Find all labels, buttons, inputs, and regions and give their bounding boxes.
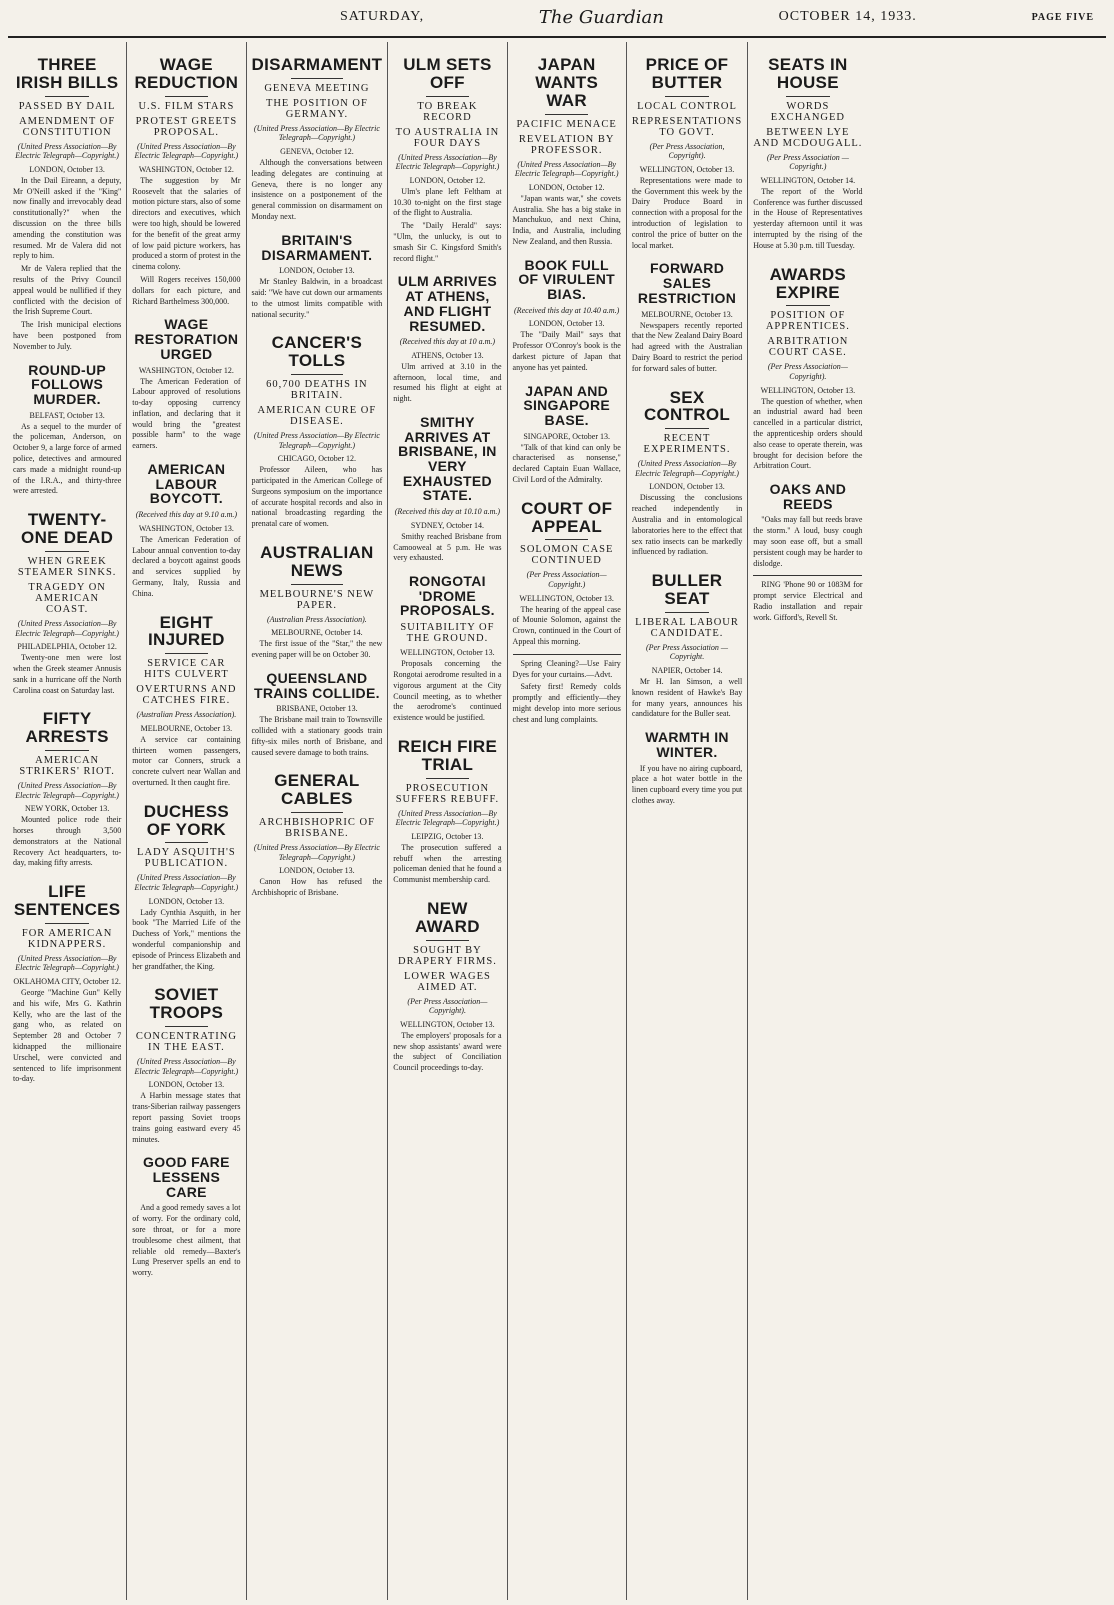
article-subheading: PROSECUTION SUFFERS REBUFF. <box>395 782 500 805</box>
article-paragraph: The Irish municipal elections have been postponed from November to July. <box>13 320 122 351</box>
masthead-page-number: PAGE FIVE <box>1031 11 1094 23</box>
article-paragraph: RING 'Phone 90 or 1083M for prompt service Electrical and Radio installation and repair work. Gifford's, Revell St. <box>753 580 863 622</box>
article <box>393 56 501 264</box>
article <box>393 900 501 1074</box>
article-headline: FIFTY ARRESTS <box>25 709 109 747</box>
article <box>632 56 742 251</box>
article <box>13 363 121 498</box>
article-body <box>132 176 240 308</box>
article <box>132 317 240 452</box>
article-body <box>632 176 742 252</box>
article-paragraph: Ulm arrived at 3.10 in the afternoon, local time, and resumed his flight at eight at night. <box>393 361 502 404</box>
article-headline: WAGE RESTORATION URGED <box>134 316 239 362</box>
headline-rule <box>665 428 709 429</box>
article-headline: TWENTY-ONE DEAD <box>21 510 114 548</box>
article <box>13 710 121 869</box>
column-6 <box>627 42 748 1600</box>
headline-rule <box>291 374 343 375</box>
article <box>132 462 240 599</box>
column-7 <box>748 42 867 1600</box>
headline-rule <box>665 612 709 613</box>
headline-rule <box>45 923 88 924</box>
article-paragraph: Mr H. Ian Simson, a well known resident of Hawke's Bay for many years, announces his candidature for the Buller seat. <box>631 677 743 719</box>
article-subheading: AMERICAN STRIKERS' RIOT. <box>19 755 115 778</box>
article-source-credit: (United Press Association—By Electric Telegraph—Copyright.) <box>253 123 380 143</box>
article <box>132 803 240 973</box>
article-source-credit: (United Press Association—By Electric Telegraph—Copyright.) <box>15 618 119 638</box>
article-source-credit: (United Press Association—By Electric Telegraph—Copyright.) <box>253 843 380 862</box>
article-body <box>753 580 862 623</box>
article <box>753 56 862 252</box>
article-subheading: RECENT EXPERIMENTS. <box>643 433 731 456</box>
article-body <box>753 397 862 473</box>
article-headline: CANCER'S TOLLS <box>271 333 363 371</box>
article-body <box>393 659 501 724</box>
article-paragraph: In the Dail Eireann, a deputy, Mr O'Neill asked if the "King" now finally and irrevocably dead constitutionally?" when the discussion on the three bills amending the constitution was resumed. Mr de Valera did not reply to him. <box>13 175 122 261</box>
headline-rule <box>165 653 208 654</box>
article-dateline: CHICAGO, October 12. <box>277 454 356 464</box>
article-dateline: LONDON, October 13. <box>29 164 105 174</box>
article-dateline: WELLINGTON, October 13. <box>400 648 495 658</box>
article-headline: BULLER SEAT <box>651 571 723 608</box>
article-dateline: MELBOURNE, October 13. <box>140 723 233 733</box>
article <box>753 575 862 623</box>
article-body <box>13 988 121 1085</box>
article-paragraph: Lady Cynthia Asquith, in her book "The Married Life of the Duchess of York," mentions the wonderful companionship and episode of Princess Elizabeth and her grandfather, the King. <box>132 907 241 971</box>
article-paragraph: Mounted police rode their horses through 3,500 demonstrators at the National Recovery Act headquarters, to-day, making fifty arrests. <box>13 815 122 868</box>
article-subheading: ARBITRATION COURT CASE. <box>767 336 849 359</box>
article-headline: AUSTRALIAN NEWS <box>260 543 374 580</box>
article-body <box>13 422 121 498</box>
article-source-credit: (United Press Association—By Electric Telegraph—Copyright.) <box>15 953 119 973</box>
article-body <box>393 187 501 265</box>
article-dateline: MELBOURNE, October 14. <box>271 628 363 638</box>
article <box>393 574 501 724</box>
article-paragraph: Ulm's plane left Feltham at 10.30 to-night on the first stage of the flight to Australia. <box>393 186 502 218</box>
headline-rule <box>786 305 830 306</box>
article-subheading: REVELATION BY PROFESSOR. <box>518 133 615 156</box>
article-headline: THREE IRISH BILLS <box>15 55 119 92</box>
article <box>13 883 121 1085</box>
article-subheading: U.S. FILM STARS <box>138 100 235 112</box>
article-subheading: SOUGHT BY DRAPERY FIRMS. <box>398 944 497 967</box>
article-headline: DISARMAMENT <box>251 55 383 74</box>
article-paragraph: Safety first! Remedy colds promptly and efficiently—they might develop into more serious chest and lung complaints. <box>512 682 621 724</box>
article-subheading: PACIFIC MENACE <box>516 118 617 130</box>
article-dateline: ATHENS, October 13. <box>411 350 484 360</box>
article <box>252 233 383 321</box>
article-paragraph: The suggestion by Mr Roosevelt that the salaries of motion picture stars, also of some directors and executives, which were too high, should be lowered for the benefit of the great army of low paid picture workers, has produced a storm of protest in the cinema colony. <box>132 175 241 272</box>
article-subheading: TO BREAK RECORD <box>417 100 478 123</box>
article-paragraph: Discussing the conclusions reached independently in Australia and in entomological laboratories here to the effect that sex ratio insects can be markedly influenced by radiation. <box>631 493 743 557</box>
headline-rule <box>45 750 88 751</box>
headline-rule <box>165 842 208 843</box>
headline-rule <box>165 1026 208 1027</box>
article <box>13 56 121 353</box>
article-body <box>13 815 121 869</box>
column-3 <box>247 42 389 1600</box>
article-headline: ULM SETS OFF <box>403 55 492 92</box>
article-dateline: BELFAST, October 13. <box>29 410 105 420</box>
masthead-date: OCTOBER 14, 1933. <box>778 9 917 24</box>
article-subheading: AMERICAN CURE OF DISEASE. <box>257 405 377 428</box>
headline-rule <box>545 539 588 540</box>
article-headline: SMITHY ARRIVES AT BRISBANE, IN VERY EXHAUSTED STATE. <box>398 413 497 504</box>
article-body <box>13 176 121 353</box>
article-paragraph: "Oaks may fall but reeds brave the storm." A loud, busy cough may soon ease off, but a small persistent cough may be harder to dislodge. <box>753 515 863 568</box>
article-subheading: POSITION OF APPRENTICES. <box>765 310 850 333</box>
article-body <box>132 735 240 789</box>
article-dateline: WELLINGTON, October 14. <box>760 175 856 185</box>
article-body <box>632 677 742 720</box>
article-paragraph: If you have no airing cupboard, place a hot water bottle in the linen cupboard every time you put clothes away. <box>631 763 743 805</box>
article-dateline: LONDON, October 13. <box>528 319 605 329</box>
article-dateline: NAPIER, October 14. <box>651 666 723 676</box>
article-subheading: 60,700 DEATHS IN BRITAIN. <box>266 379 368 402</box>
article-subheading: LOCAL CONTROL <box>637 100 737 112</box>
article-paragraph: Although the conversations between leading delegates are continuing at Geneva, there is no longer any insistence on a postponement of the general commission on disarmament on Monday next. <box>251 158 383 222</box>
article-headline: COURT OF APPEAL <box>521 498 613 536</box>
article-body <box>252 465 383 530</box>
article-headline: LIFE SENTENCES <box>13 882 121 920</box>
article-dateline: SYDNEY, October 14. <box>410 520 485 530</box>
article-subheading: FOR AMERICAN KIDNAPPERS. <box>21 927 113 950</box>
masthead-title: The Guardian <box>538 6 664 28</box>
article-source-credit: (Per Press Association—Copyright). <box>407 996 488 1016</box>
article-source-credit: (United Press Association—By Electric Telegraph—Copyright.) <box>134 141 239 161</box>
article-headline: GENERAL CABLES <box>274 771 360 809</box>
article-headline: BOOK FULL OF VIRULENT BIAS. <box>518 256 615 303</box>
headline-rule <box>291 584 343 585</box>
article-body <box>513 194 621 248</box>
article-subheading: TO AUSTRALIA IN FOUR DAYS <box>395 126 500 149</box>
article <box>632 261 742 374</box>
article-source-credit: (Received this day at 10 a.m.) <box>399 337 496 347</box>
article-body <box>132 535 240 600</box>
article-source-credit: (Per Press Association—Copyright). <box>767 362 848 381</box>
article-dateline: MELBOURNE, October 13. <box>641 309 733 319</box>
article-subheading: LADY ASQUITH'S PUBLICATION. <box>137 847 236 870</box>
article-dateline: OKLAHOMA CITY, October 12. <box>13 977 121 987</box>
headline-rule <box>45 551 88 552</box>
article-paragraph: And a good remedy saves a lot of worry. For the ordinary cold, sore throat, or for a more troublesome chest ailment, that reliable old remedy—Baxter's Lung Preserver spells an end to worry. <box>132 1203 241 1278</box>
article <box>513 500 621 648</box>
article-paragraph: As a sequel to the murder of the policeman, Anderson, on October 9, a large force of armed police, detectives and armoured cars made a midnight round-up of the I.R.A., and thirty-three were arrested. <box>13 421 122 496</box>
article-headline: QUEENSLAND TRAINS COLLIDE. <box>253 669 380 701</box>
article-headline: JAPAN WANTS WAR <box>535 55 599 110</box>
article <box>513 384 621 486</box>
article-paragraph: The question of whether, when an industrial award had been cancelled in a particular district, the apprenticeship orders should also cease to operate therein, was brought for decision before the Arbitration Court. <box>753 396 863 471</box>
article-paragraph: Representations were made to the Government this week by the Dairy Produce Board in connection with a proposal for the introduction of legislation to control the price of butter on the local market. <box>631 175 743 250</box>
article-paragraph: Will Rogers receives 150,000 dollars for each picture, and Richard Barthelmess 300,000. <box>132 275 241 306</box>
article <box>132 986 240 1145</box>
article-subheading: SOLOMON CASE CONTINUED <box>519 544 614 567</box>
article-subheading: SUITABILITY OF THE GROUND. <box>400 622 495 645</box>
article-subheading: GENEVA MEETING <box>264 82 370 94</box>
article <box>252 544 383 661</box>
article-body <box>513 605 621 648</box>
article-dateline: LONDON, October 13. <box>279 266 355 276</box>
article-source-credit: (Per Press Association — Copyright. <box>646 642 729 662</box>
article-paragraph: Canon How has refused the Archbishopric of Brisbane. <box>251 877 383 898</box>
article <box>13 511 121 696</box>
article-headline: EIGHT INJURED <box>148 612 225 650</box>
article-dateline: WELLINGTON, October 13. <box>639 164 735 174</box>
article-headline: OAKS AND REEDS <box>769 481 847 512</box>
article-body <box>753 187 862 252</box>
article-headline: SOVIET TROOPS <box>149 985 224 1023</box>
article-body <box>132 377 240 453</box>
article-body <box>393 1031 501 1074</box>
article <box>632 389 742 559</box>
article-source-credit: (Australian Press Association). <box>267 614 367 624</box>
article-headline: GOOD FARE LESSENS CARE <box>143 1154 230 1200</box>
article-headline: SEATS IN HOUSE <box>768 55 848 92</box>
article-source-credit: (Per Press Association, Copyright). <box>649 141 725 161</box>
article-subheading: OVERTURNS AND CATCHES FIRE. <box>136 684 237 707</box>
article-paragraph: The employers' proposals for a new shop assistants' award were the subject of Conciliation Council proceedings to-day. <box>393 1030 502 1073</box>
article-paragraph: The report of the World Conference was further discussed in the House of Representatives yesterday afternoon until it was interrupted by the rising of the House at 5.30 p.m. till Tuesday. <box>753 186 863 250</box>
article-subheading: WORDS EXCHANGED <box>770 100 846 123</box>
article-body <box>132 1091 240 1145</box>
article-subheading: LOWER WAGES AIMED AT. <box>403 970 491 993</box>
article-body <box>632 321 742 375</box>
article-subheading: ARCHBISHOPRIC OF BRISBANE. <box>258 817 375 840</box>
article-body <box>632 493 742 558</box>
headline-rule <box>291 78 343 79</box>
article-paragraph: The "Daily Mail" says that Professor O'Conroy's book is the darkest picture of Japan that anyone has yet painted. <box>512 330 621 372</box>
column-5 <box>508 42 627 1600</box>
article <box>252 772 383 898</box>
article-dateline: LONDON, October 12. <box>528 182 605 192</box>
article-subheading: SERVICE CAR HITS CULVERT <box>143 658 229 681</box>
article-subheading: LIBERAL LABOUR CANDIDATE. <box>635 616 739 639</box>
article-paragraph: "Japan wants war," she covets Australia. She has a big stake in Manchukuo, and next China, India, and Australia, including New Zealand, and then Russia. <box>512 193 621 246</box>
article-dateline: PHILADELPHIA, October 12. <box>17 642 117 652</box>
headline-rule <box>426 96 469 97</box>
article-subheading: PROTEST GREETS PROPOSAL. <box>135 115 238 138</box>
headline-rule <box>165 96 208 97</box>
article-dateline: WASHINGTON, October 13. <box>138 523 234 533</box>
headline-rule <box>291 812 343 813</box>
article-source-credit: (Received this day at 9.10 a.m.) <box>135 510 238 520</box>
article-paragraph: The "Daily Herald" says: "Ulm, the unlucky, is out to smash Sir C. Kingsford Smith's record flight." <box>393 221 502 263</box>
article <box>252 334 383 530</box>
article-dateline: WASHINGTON, October 12. <box>138 365 234 375</box>
masthead-rule <box>8 36 1106 38</box>
article-source-credit: (Received this day at 10.40 a.m.) <box>514 305 620 315</box>
article-headline: NEW AWARD <box>415 899 480 936</box>
article <box>252 671 383 759</box>
article-headline: ULM ARRIVES AT ATHENS, AND FLIGHT RESUMED. <box>397 273 498 334</box>
article-headline: ROUND-UP FOLLOWS MURDER. <box>28 361 107 407</box>
headline-rule <box>545 114 588 115</box>
article-source-credit: (Per Press Association — Copyright.) <box>766 152 849 172</box>
headline-rule <box>45 96 88 97</box>
article-source-credit: (United Press Association—By Electric Telegraph—Copyright.) <box>15 781 119 800</box>
article <box>132 56 240 307</box>
article-paragraph: Mr Stanley Baldwin, in a broadcast said: "We have cut down our armaments to the utmost limits compatible with national security." <box>251 277 383 319</box>
article-paragraph: Proposals concerning the Rongotai aerodrome resulted in a vigorous argument at the City Council meeting, as to whether the aerodrome's continued existence would be justified. <box>393 659 502 723</box>
article-paragraph: Newspapers recently reported that the New Zealand Dairy Board had agreed with the Australian Dairy Board to restrict the period for forward sales of butter. <box>631 320 743 373</box>
article-dateline: LONDON, October 13. <box>148 1080 225 1090</box>
article-dateline: WASHINGTON, October 12. <box>138 164 234 174</box>
article-headline: RONGOTAI 'DROME PROPOSALS. <box>400 573 495 619</box>
article-body <box>252 715 383 758</box>
article-paragraph: "Talk of that kind can only be characterised as nonsense," declared Captain Euan Wallace, Civil Lord of the Admiralty. <box>512 442 621 484</box>
article <box>753 266 862 472</box>
article <box>513 258 621 374</box>
article-body <box>393 362 501 405</box>
article <box>632 572 742 720</box>
article-body <box>513 443 621 486</box>
article-paragraph: The first issue of the "Star," the new evening paper will be on October 30. <box>251 639 383 660</box>
article-subheading: REPRESENTATIONS TO GOVT. <box>631 115 743 138</box>
article-body <box>513 659 621 726</box>
article-subheading: MELBOURNE'S NEW PAPER. <box>259 588 375 611</box>
article-headline: WAGE REDUCTION <box>134 55 239 92</box>
article-paragraph: The prosecution suffered a rebuff when the arresting policeman denied that he found a Communist membership card. <box>393 842 502 885</box>
column-2 <box>127 42 246 1600</box>
article-body <box>393 532 501 564</box>
masthead-day: SATURDAY, <box>340 9 425 24</box>
article <box>393 274 501 405</box>
article-paragraph: The Brisbane mail train to Townsville collided with a stationary goods train fifty-six miles north of Brisbane, and caused severe damage to both trains. <box>251 715 383 757</box>
article-headline: DUCHESS OF YORK <box>143 801 229 839</box>
article-source-credit: (United Press Association—By Electric Telegraph—Copyright.) <box>253 431 380 450</box>
article-subheading: WHEN GREEK STEAMER SINKS. <box>17 555 117 578</box>
article <box>393 738 501 886</box>
article-source-credit: (Australian Press Association). <box>136 710 237 720</box>
article-headline: SEX CONTROL <box>643 387 731 425</box>
article-paragraph: The American Federation of Labour annual convention to-day declared a boycott against goods and services supplied by Germany, Italy, Russia and China. <box>132 534 241 598</box>
column-1 <box>8 42 127 1600</box>
article-source-credit: (United Press Association—By Electric Telegraph—Copyright.) <box>134 873 239 893</box>
article-paragraph: A service car containing thirteen women passengers, motor car Conners, struck a concrete culvert near Wallan and overturned. It then caught fire. <box>132 734 241 787</box>
article-source-credit: (United Press Association—By Electric Telegraph—Copyright.) <box>395 808 500 828</box>
article <box>393 415 501 564</box>
article-dateline: LONDON, October 13. <box>148 896 225 906</box>
article <box>753 482 862 569</box>
article-dateline: GENEVA, October 12. <box>280 147 354 157</box>
article-subheading: THE POSITION OF GERMANY. <box>265 97 368 120</box>
article-body <box>132 1203 240 1279</box>
article-subheading: BETWEEN LYE AND MCDOUGALL. <box>753 126 863 149</box>
masthead <box>0 0 1114 34</box>
article-source-credit: (United Press Association—By Electric Telegraph—Copyright.) <box>635 459 739 478</box>
article-dateline: LEIPZIG, October 13. <box>411 831 484 841</box>
article-body <box>252 639 383 661</box>
article-dateline: NEW YORK, October 13. <box>25 804 110 814</box>
article-body <box>393 843 501 886</box>
article-source-credit: (United Press Association—By Electric Telegraph—Copyright.) <box>395 152 500 172</box>
article-dateline: WELLINGTON, October 13. <box>400 1019 495 1029</box>
article-subheading: AMENDMENT OF CONSTITUTION <box>19 115 116 138</box>
article-source-credit: (United Press Association—By Electric Telegraph—Copyright.) <box>514 159 619 179</box>
article-subheading: TRAGEDY ON AMERICAN COAST. <box>28 581 106 615</box>
headline-rule <box>426 778 469 779</box>
article-body <box>252 277 383 320</box>
article <box>632 730 742 807</box>
article-paragraph: Professor Aileen, who has participated in the American College of Surgeons symposium on the importance of accurate hospital records and also in national broadcasting regarding the prenatal care of women. <box>251 465 383 529</box>
article-dateline: LONDON, October 13. <box>649 482 725 492</box>
article-subheading: PASSED BY DAIL <box>18 100 116 112</box>
article-headline: PRICE OF BUTTER <box>645 55 729 92</box>
article-headline: WARMTH IN WINTER. <box>645 729 729 760</box>
article-dateline: WELLINGTON, October 13. <box>760 385 856 395</box>
article-paragraph: The hearing of the appeal case of Mounie Solomon, against the Crown, continued in the Court of Appeal this morning. <box>512 604 621 647</box>
columns <box>8 42 1106 1600</box>
article-body <box>753 515 862 569</box>
article-body <box>513 330 621 373</box>
column-4 <box>388 42 507 1600</box>
article-body <box>252 877 383 899</box>
article-body <box>132 908 240 973</box>
article <box>132 614 240 789</box>
article-dateline: SINGAPORE, October 13. <box>523 431 611 441</box>
headline-rule <box>426 940 469 941</box>
article-paragraph: George "Machine Gun" Kelly and his wife, Mrs G. Kathrin Kelly, who are the last of the gang who, as related on September 28 and October 7 kidnapped the millionaire Urschel, were convicted and sentenced to life imprisonment to-day. <box>13 988 122 1084</box>
article-paragraph: Twenty-one men were lost when the Greek steamer Annusis sank in a hurricane off the North Carolina coast on Saturday last. <box>13 653 122 695</box>
article-headline: AWARDS EXPIRE <box>769 264 847 302</box>
article-source-credit: (United Press Association—By Electric Telegraph—Copyright.) <box>15 141 119 161</box>
article-paragraph: Mr de Valera replied that the results of the Privy Council appeal would be nullified if they conflicted with the decision of the Irish Supreme Court. <box>13 264 122 317</box>
article-dateline: BRISBANE, October 13. <box>276 704 358 714</box>
headline-rule <box>786 96 830 97</box>
article-source-credit: (Received this day at 10.10 a.m.) <box>394 507 501 517</box>
article-headline: BRITAIN'S DISARMAMENT. <box>261 231 373 263</box>
article-paragraph: A Harbin message states that trans-Siberian railway passengers report passing Soviet troops trains going eastward every 45 minutes. <box>132 1091 241 1144</box>
article-dateline: LONDON, October 12. <box>409 175 486 185</box>
article-headline: REICH FIRE TRIAL <box>397 736 498 774</box>
article-body <box>632 764 742 807</box>
article <box>132 1155 240 1279</box>
article <box>513 56 621 248</box>
article-headline: AMERICAN LABOUR BOYCOTT. <box>147 461 226 507</box>
article-headline: FORWARD SALES RESTRICTION <box>637 260 737 306</box>
article-dateline: LONDON, October 13. <box>279 866 355 876</box>
article-paragraph: The American Federation of Labour approved of resolutions to-day opposing currency inflation, and declaring that it would bring the "greatest possible harm" to the wage earners. <box>132 376 241 451</box>
article-paragraph: Spring Cleaning?—Use Fairy Dyes for your curtains.—Advt. <box>512 658 621 679</box>
article-source-credit: (Per Press Association—Copyright.) <box>526 570 607 590</box>
article-subheading: CONCENTRATING IN THE EAST. <box>135 1031 237 1054</box>
headline-rule <box>665 96 709 97</box>
article-paragraph: Smithy reached Brisbane from Camooweal at 5 p.m. He was very exhausted. <box>393 531 502 563</box>
article-body <box>13 653 121 696</box>
article-source-credit: (United Press Association—By Electric Telegraph—Copyright.) <box>134 1057 239 1076</box>
article <box>252 56 383 223</box>
article-body <box>252 158 383 223</box>
article-dateline: WELLINGTON, October 13. <box>519 593 614 603</box>
article <box>513 654 621 726</box>
article-headline: JAPAN AND SINGAPORE BASE. <box>523 382 611 428</box>
